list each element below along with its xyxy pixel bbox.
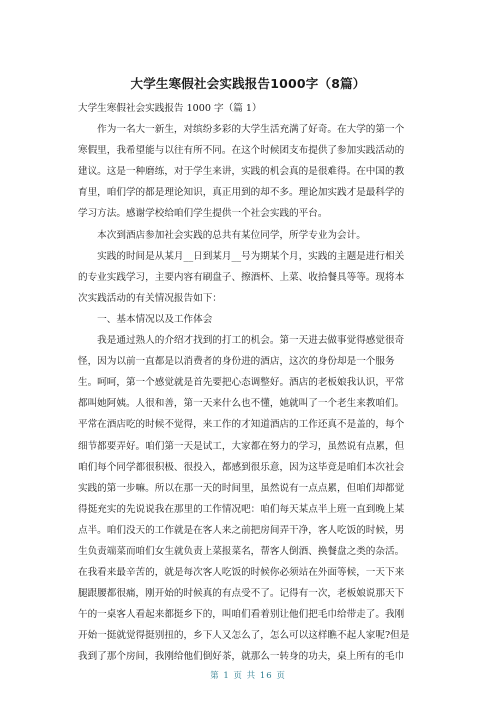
document-title: 大学生寒假社会实践报告1000字（8篇）	[130, 76, 366, 91]
text-line: 一、基本情况以及工作体会	[78, 313, 213, 325]
text-line: 腿跟腰都很痛，刚开始的时候真的有点受不了。记得有一次，老板娘说那天下	[78, 588, 405, 600]
page-footer: 第 1 页 共 16 页	[210, 671, 286, 681]
text-line: 本次到酒店参加社会实践的总共有某位同学，所学专业为会计。	[78, 229, 366, 241]
text-line: 开始一挺就觉得挺别扭的，乡下人又怎么了，怎么可以这样瞧不起人家呢?但是	[78, 630, 410, 642]
text-line: 实践的时间是从某月__日到某月__号为期某个月，实践的主题是进行相关	[78, 250, 405, 262]
text-line: 咱们每个同学都很积极、很投入，都感到很乐意，因为这毕竟是咱们本次社会	[78, 461, 405, 473]
text-line: 建议。这是一种磨练，对于学生来讲，实践的机会真的是很难得。在中国的教	[78, 166, 405, 178]
text-line: 生。呵呵，第一个感觉就是首先要把心态调整好。酒店的老板娘我认识，平常	[78, 377, 405, 389]
text-line: 育里，咱们学的都是理论知识，真正用到的却不多。理论加实践才是最科学的	[78, 187, 405, 199]
text-line: 实践的第一步嘛。所以在那一天的时间里，虽然说有一点点累，但咱们却都觉	[78, 482, 405, 494]
text-line: 平常在酒店吃的时候不觉得，来工作的才知道酒店的工作还真不是盖的，每个	[78, 419, 405, 431]
section-heading: 大学生寒假社会实践报告 1000 字（篇 1）	[78, 103, 262, 114]
text-line: 点半。咱们没天的工作就是在客人来之前把房间弄干净，客人吃饭的时候，男	[78, 524, 405, 536]
text-line: 我到了那个房间，我刚给他们倒好茶，就那么一转身的功夫，桌上所有的毛巾	[78, 651, 405, 663]
document-body	[78, 98, 418, 668]
text-line: 的专业实践学习，主要内容有刷盘子、擦酒杯、上菜、收拾餐具等等。现将本	[78, 271, 405, 283]
text-line: 得挺充实的先说说我在那里的工作情况吧：咱们每天某点半上班一直到晚上某	[78, 503, 405, 515]
text-line: 作为一名大一新生，对缤纷多彩的大学生活充满了好奇。在大学的第一个	[78, 124, 405, 136]
text-line: 细节都要弄好。咱们第一天是试工，大家都在努力的学习，虽然说有点累，但	[78, 440, 405, 452]
text-line: 午的一桌客人看起来都挺乡下的，叫咱们看着别让他们把毛巾给带走了。我刚	[78, 609, 405, 621]
text-line: 我是通过熟人的介绍才找到的打工的机会。第一天进去做事觉得感觉很奇	[78, 335, 405, 347]
text-line: 在我看来最辛苦的，就是每次客人吃饭的时候你必须站在外面等候，一天下来	[78, 567, 405, 579]
text-line: 都叫她阿姨。人很和善，第一天来什么也不懂，她就叫了一个老生来教咱们。	[78, 398, 405, 410]
text-line: 怪，因为以前一直都是以消费者的身份进的酒店，这次的身份却是一个服务	[78, 356, 395, 368]
text-line: 学习方法。感谢学校给咱们学生提供一个社会实践的平台。	[78, 208, 328, 220]
text-line: 生负责端菜而咱们女生就负责上菜报菜名，帮客人倒酒、换餐盘之类的杂活。	[78, 545, 405, 557]
text-line: 次实践活动的有关情况报告如下：	[78, 292, 222, 304]
text-line: 寒假里，我希望能与以往有所不同。在这个时候团支布提供了参加实践活动的	[78, 145, 405, 157]
